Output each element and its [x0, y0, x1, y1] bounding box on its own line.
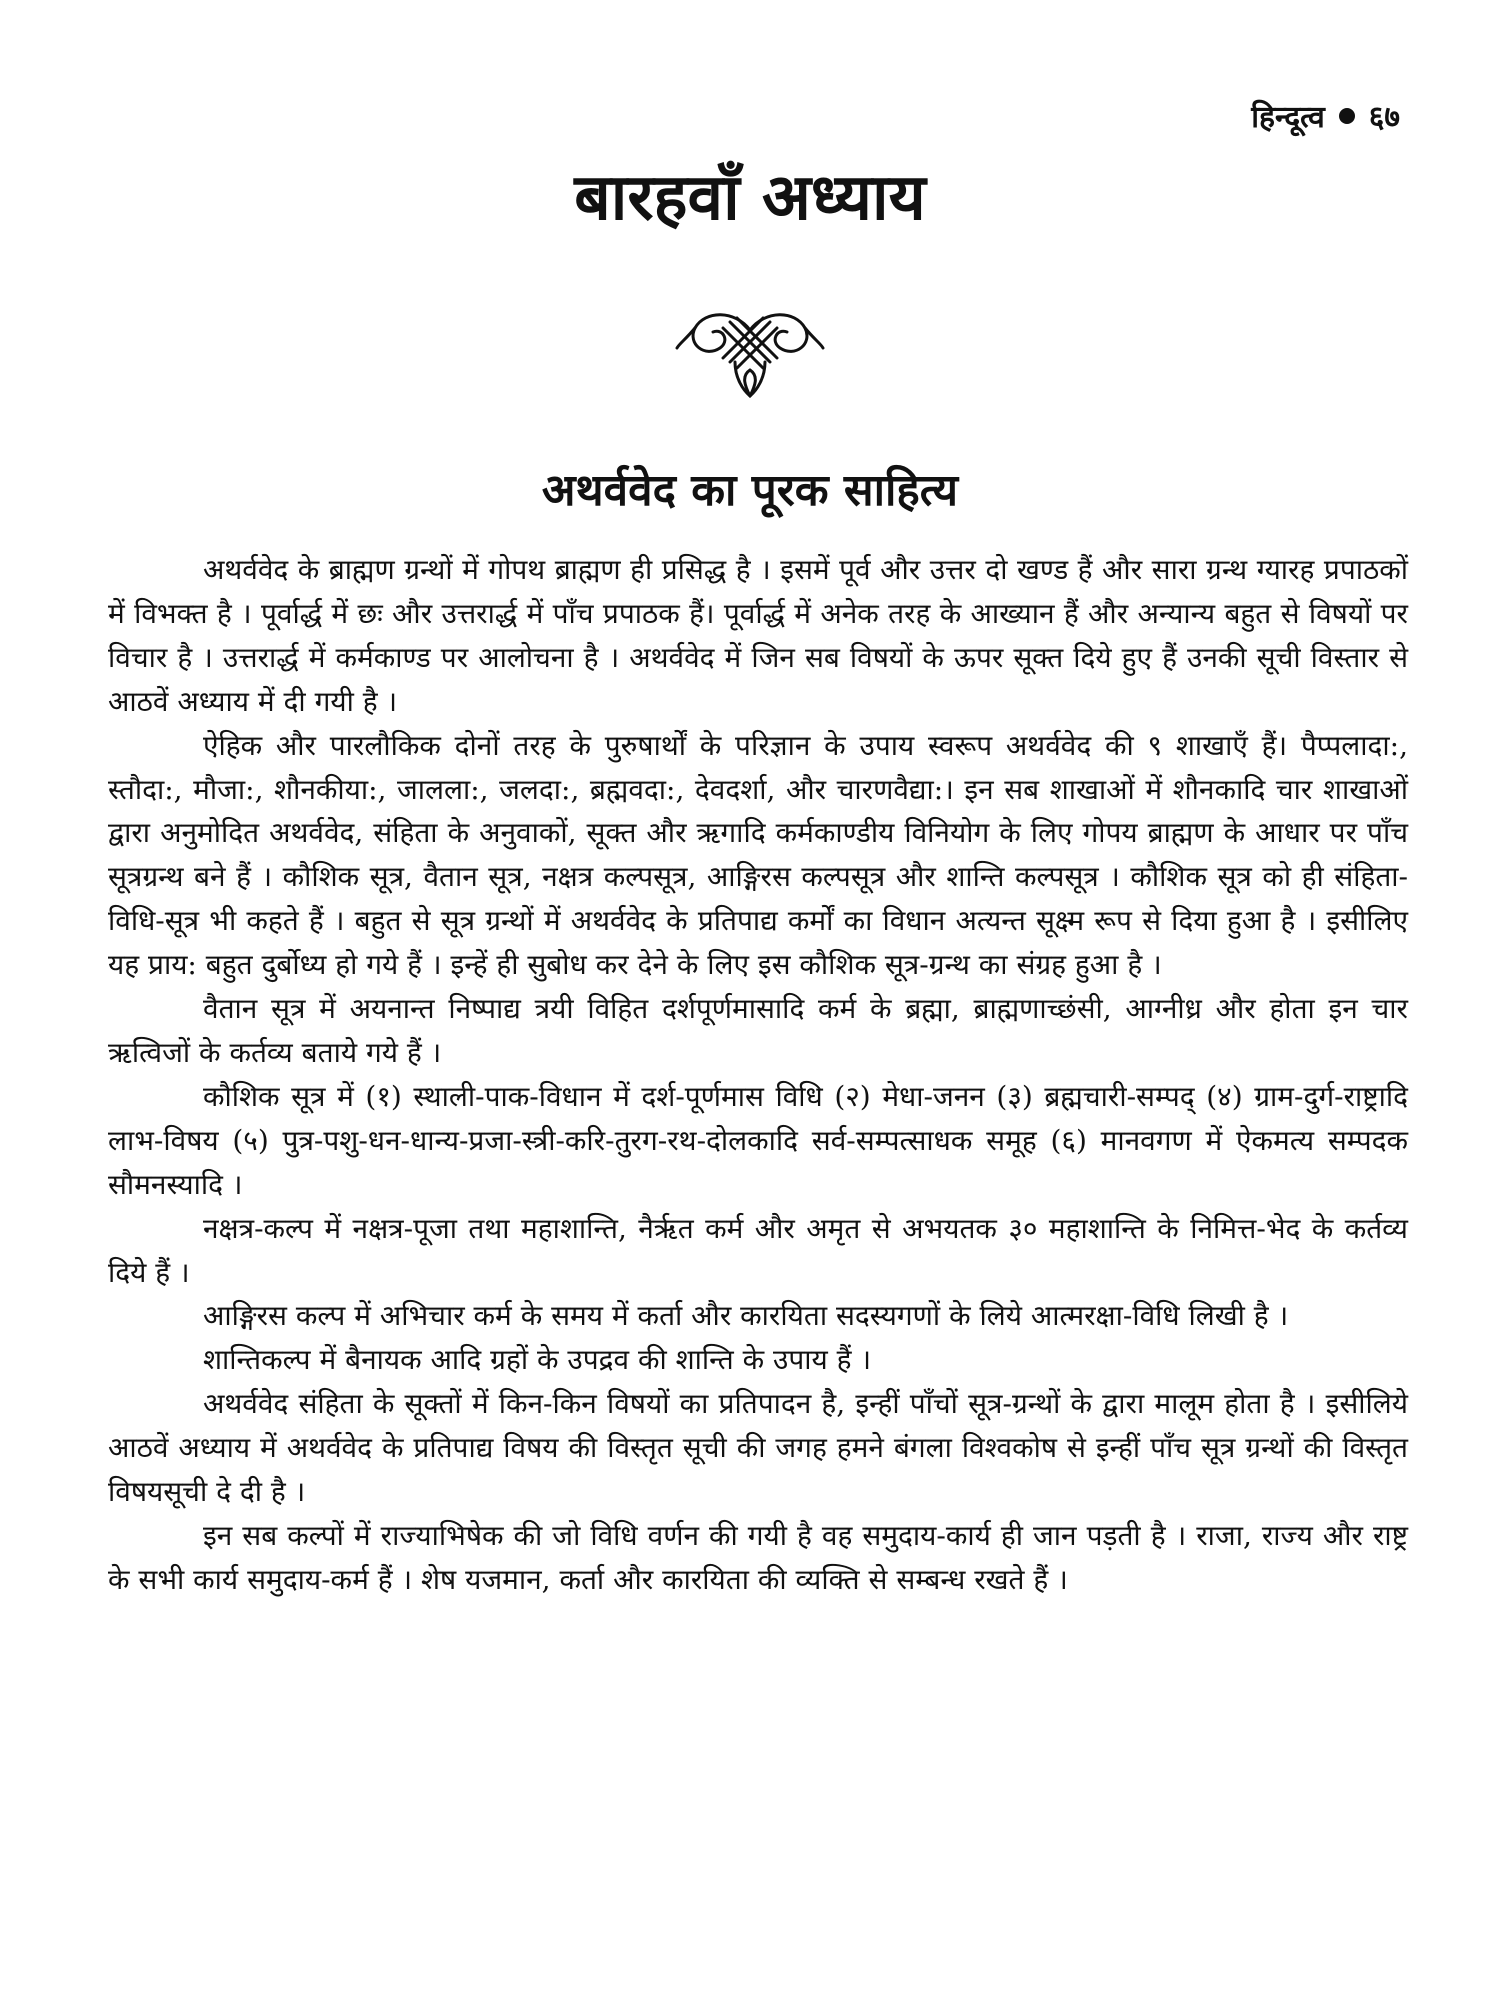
paragraph: शान्तिकल्प में बैनायक आदि ग्रहों के उपद्रव की शान्ति के उपाय हैं । — [203, 1343, 872, 1377]
paragraph: अथर्ववेद संहिता के सूक्तों में किन-किन विषयों का प्रतिपादन है, इन्हीं पाँचों सूत्र-ग्रन्थों के द्वारा मालूम होता है । इसीलिये आठवें अध्याय में अथर्ववेद के प्रतिपाद्य विषय की विस्तृत सूची की जगह हमने बंगला विश्वकोष से इन्हीं पाँच सूत्र ग्रन्थों की विस्तृत विषयसूची दे दी है । — [108, 1387, 1408, 1509]
running-header — [1251, 95, 1400, 136]
body-text — [108, 548, 1408, 1602]
paragraph: आङ्गिरस कल्प में अभिचार कर्म के समय में कर्ता और कारयिता सदस्यगणों के लिये आत्मरक्षा-विधि लिखी है । — [203, 1299, 1289, 1333]
paragraph: अथर्ववेद के ब्राह्मण ग्रन्थों में गोपथ ब्राह्मण ही प्रसिद्ध है । इसमें पूर्व और उत्तर दो खण्ड हैं और सारा ग्रन्थ ग्यारह प्रपाठकों में विभक्त है । पूर्वार्द्ध में छः और उत्तरार्द्ध में पाँच प्रपाठक हैं। पूर्वार्द्ध में अनेक तरह के आख्यान हैं और अन्यान्य बहुत से विषयों पर विचार है । उत्तरार्द्ध में कर्मकाण्ड पर आलोचना है । अथर्ववेद में जिन सब विषयों के ऊपर सूक्त दिये हुए हैं उनकी सूची विस्तार से आठवें अध्याय में दी गयी है । — [108, 553, 1408, 718]
paragraph: ऐहिक और पारलौकिक दोनों तरह के पुरुषार्थों के परिज्ञान के उपाय स्वरूप अथर्ववेद की ९ शाखाएँ हैं। पैप्पलादा:, स्तौदा:, मौजा:, शौनकीया:, जालला:, जलदा:, ब्रह्मवदा:, देवदर्शा, और चारणवैद्या:। इन सब शाखाओं में शौनकादि चार शाखाओं द्वारा अनुमोदित अथर्ववेद, संहिता के अनुवाकों, सूक्त और ऋगादि कर्मकाण्डीय विनियोग के लिए गोपय ब्राह्मण के आधार पर पाँच सूत्रग्रन्थ बने हैं । कौशिक सूत्र, वैतान सूत्र, नक्षत्र कल्पसूत्र, आङ्गिरस कल्पसूत्र और शान्ति कल्पसूत्र । कौशिक सूत्र को ही संहिता-विधि-सूत्र भी कहते हैं । बहुत से सूत्र ग्रन्थों में अथर्ववेद के प्रतिपाद्य कर्मों का विधान अत्यन्त सूक्ष्म रूप से दिया हुआ है । इसीलिए यह प्राय: बहुत दुर्बोध्य हो गये हैं । इन्हें ही सुबोध कर देने के लिए इस कौशिक सूत्र-ग्रन्थ का संग्रह हुआ है । — [108, 728, 1408, 982]
bullet-icon — [1339, 108, 1355, 124]
paragraph: नक्षत्र-कल्प में नक्षत्र-पूजा तथा महाशान्ति, नैर्ऋत कर्म और अमृत से अभयतक ३० महाशान्ति के निमित्त-भेद के कर्तव्य दिये हैं । — [108, 1211, 1408, 1289]
chapter-title: बारहवाँ अध्याय — [574, 160, 926, 235]
paragraph: इन सब कल्पों में राज्याभिषेक की जो विधि वर्णन की गयी है वह समुदाय-कार्य ही जान पड़ती है । राजा, राज्य और राष्ट्र के सभी कार्य समुदाय-कर्म हैं । शेष यजमान, कर्ता और कारयिता की व्यक्ति से सम्बन्ध रखते हैं । — [108, 1518, 1408, 1596]
paragraph: वैतान सूत्र में अयनान्त निष्पाद्य त्रयी विहित दर्शपूर्णमासादि कर्म के ब्रह्मा, ब्राह्मणाच्छंसी, आग्नीध्र और होता इन चार ऋत्विजों के कर्तव्य बताये गये हैं । — [108, 992, 1408, 1069]
page-number: ६७ — [1368, 100, 1400, 135]
running-title: हिन्दूत्व — [1251, 100, 1325, 135]
decorative-flourish-icon — [675, 300, 825, 400]
paragraph: कौशिक सूत्र में (१) स्थाली-पाक-विधान में दर्श-पूर्णमास विधि (२) मेधा-जनन (३) ब्रह्मचारी-सम्पद् (४) ग्राम-दुर्ग-राष्ट्रादि लाभ-विषय (५) पुत्र-पशु-धन-धान्य-प्रजा-स्त्री-करि-तुरग-रथ-दोलकादि सर्व-सम्पत्साधक समूह (६) मानवगण में ऐकमत्य सम्पदक सौमनस्यादि । — [108, 1079, 1408, 1201]
section-title: अथर्ववेद का पूरक साहित्य — [541, 465, 959, 516]
